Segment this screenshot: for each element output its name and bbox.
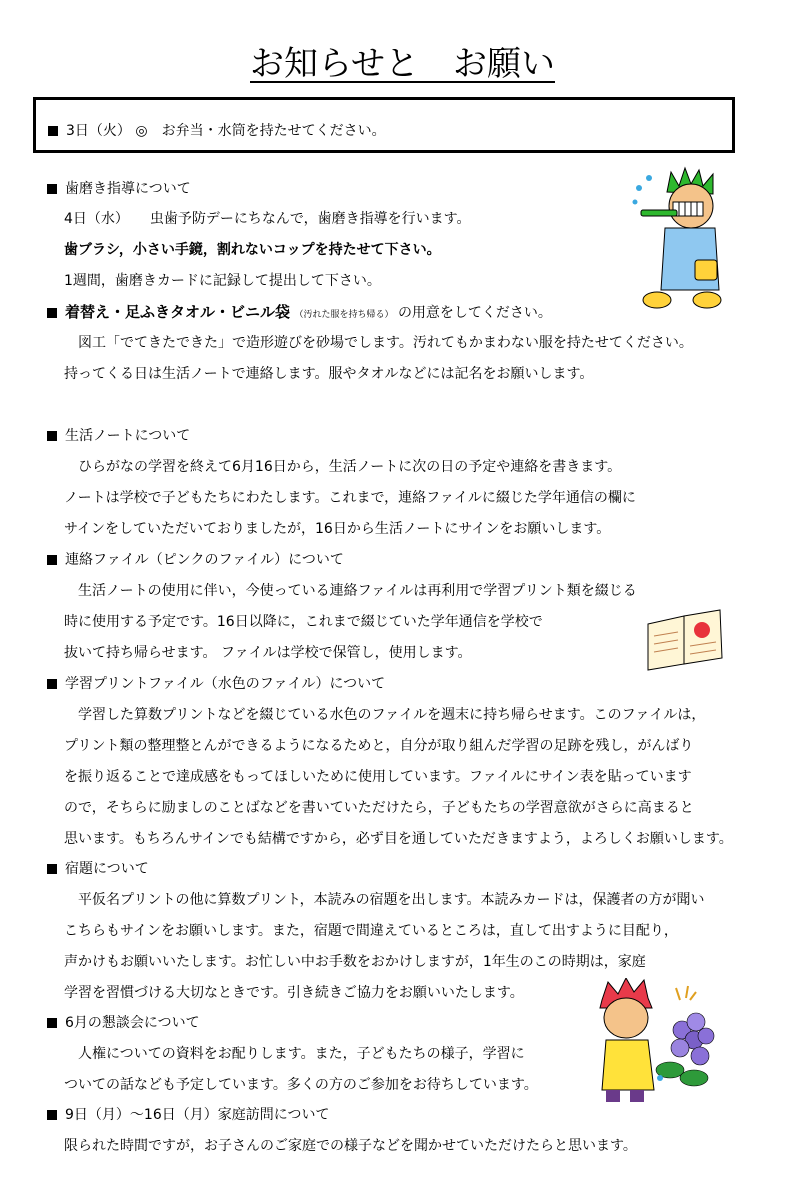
section-line: 持ってくる日は生活ノートで連絡します。服やタオルなどには記名をお願いします。 bbox=[64, 366, 594, 382]
section-line: 平仮名プリントの他に算数プリント，本読みの宿題を出します。本読みカードは，保護者の方が聞い bbox=[78, 892, 705, 908]
section-line: こちらもサインをお願いします。また，宿題で間違えているところは，直して出すように目配り， bbox=[64, 923, 678, 939]
bullet-square-icon bbox=[47, 431, 57, 441]
section-line: サインをしていただいておりましたが，16日から生活ノートにサインをお願いします。 bbox=[64, 521, 611, 537]
section-heading-print-file: 学習プリントファイル（水色のファイル）について bbox=[47, 677, 385, 691]
section-line: ので，そちらに励ましのことばなどを書いていただけたら，子どもたちの学習意欲がさらに高まると bbox=[64, 800, 694, 816]
section-heading-life-notebook: 生活ノートについて bbox=[47, 429, 190, 443]
bullet-square-icon bbox=[47, 1018, 57, 1028]
section-line: 学習を習慣づける大切なときです。引き続きご協力をお願いいたします。 bbox=[64, 985, 524, 1001]
section-line: 生活ノートの使用に伴い，今使っている連絡ファイルは再利用で学習プリント類を綴じる bbox=[78, 583, 637, 599]
notice-text: 3日（火） ◎ お弁当・水筒を持たせてください。 bbox=[48, 120, 386, 140]
section-heading-meeting: 6月の懇談会について bbox=[47, 1016, 200, 1030]
section-line: 抜いて持ち帰らせます。 ファイルは学校で保管し，使用します。 bbox=[64, 645, 472, 661]
bullet-square-icon bbox=[47, 184, 57, 194]
child-hydrangea-icon bbox=[590, 978, 720, 1108]
section-line: 人権についての資料をお配りします。また，子どもたちの様子，学習に bbox=[78, 1046, 525, 1062]
section-line: 4日（水） 虫歯予防デーにちなんで，歯磨き指導を行います。 bbox=[64, 211, 471, 227]
bullet-square-icon bbox=[47, 679, 57, 689]
section-line: プリント類の整理整とんができるようになるためと，自分が取り組んだ学習の足跡を残し，がんばり bbox=[64, 738, 694, 754]
section-line: 1週間，歯磨きカードに記録して提出して下さい。 bbox=[64, 273, 381, 289]
section-line: 思います。もちろんサインでも結構ですから，必ず目を通していただきますよう，よろしくお願いします。 bbox=[64, 831, 733, 847]
section-line: 学習した算数プリントなどを綴じている水色のファイルを週末に持ち帰らせます。このファイルは， bbox=[78, 707, 706, 723]
section-line: 限られた時間ですが，お子さんのご家庭での様子などを聞かせていただけたらと思います。 bbox=[64, 1138, 637, 1154]
section-heading-toothbrushing: 歯磨き指導について bbox=[47, 182, 191, 196]
section-line: 声かけもお願いいたします。お忙しい中お手数をおかけしますが，1年生のこの時期は，家庭 bbox=[64, 954, 646, 970]
section-heading-home-visit: 9日（月）～16日（月）家庭訪問について bbox=[47, 1108, 329, 1122]
section-line: ひらがなの学習を終えて6月16日から，生活ノートに次の日の予定や連絡を書きます。 bbox=[78, 459, 622, 475]
page-title: お知らせと お願い bbox=[250, 44, 555, 84]
bullet-square-icon bbox=[47, 1110, 57, 1120]
open-book-icon bbox=[644, 606, 726, 672]
section-heading-contact-file: 連絡ファイル（ピンクのファイル）について bbox=[47, 553, 344, 567]
section-line: 図工「でてきたできた」で造形遊びを砂場でします。汚れてもかまわない服を持たせてください。 bbox=[78, 335, 693, 351]
section-line: ノートは学校で子どもたちにわたします。これまで，連絡ファイルに綴じた学年通信の欄に bbox=[64, 490, 636, 506]
section-line: ついての話なども予定しています。多くの方のご参加をお待ちしています。 bbox=[64, 1077, 538, 1093]
section-heading-change-clothes: 着替え・足ふきタオル・ビニル袋 （汚れた服を持ち帰る） の用意をしてください。 bbox=[47, 305, 552, 320]
bullet-square-icon bbox=[47, 555, 57, 565]
bullet-square-icon bbox=[47, 308, 57, 318]
bullet-square-icon bbox=[48, 126, 58, 136]
notice-box bbox=[33, 97, 735, 153]
bullet-square-icon bbox=[47, 864, 57, 874]
section-line: を振り返ることで達成感をもってほしいために使用しています。ファイルにサイン表を貼っています bbox=[64, 769, 692, 785]
section-line: 時に使用する予定です。16日以降に，これまで綴じていた学年通信を学校で bbox=[64, 614, 543, 630]
section-line: 歯ブラシ，小さい手鏡，割れないコップを持たせて下さい。 bbox=[64, 242, 441, 258]
boy-brushing-teeth-icon bbox=[627, 166, 737, 312]
section-heading-homework: 宿題について bbox=[47, 862, 149, 876]
